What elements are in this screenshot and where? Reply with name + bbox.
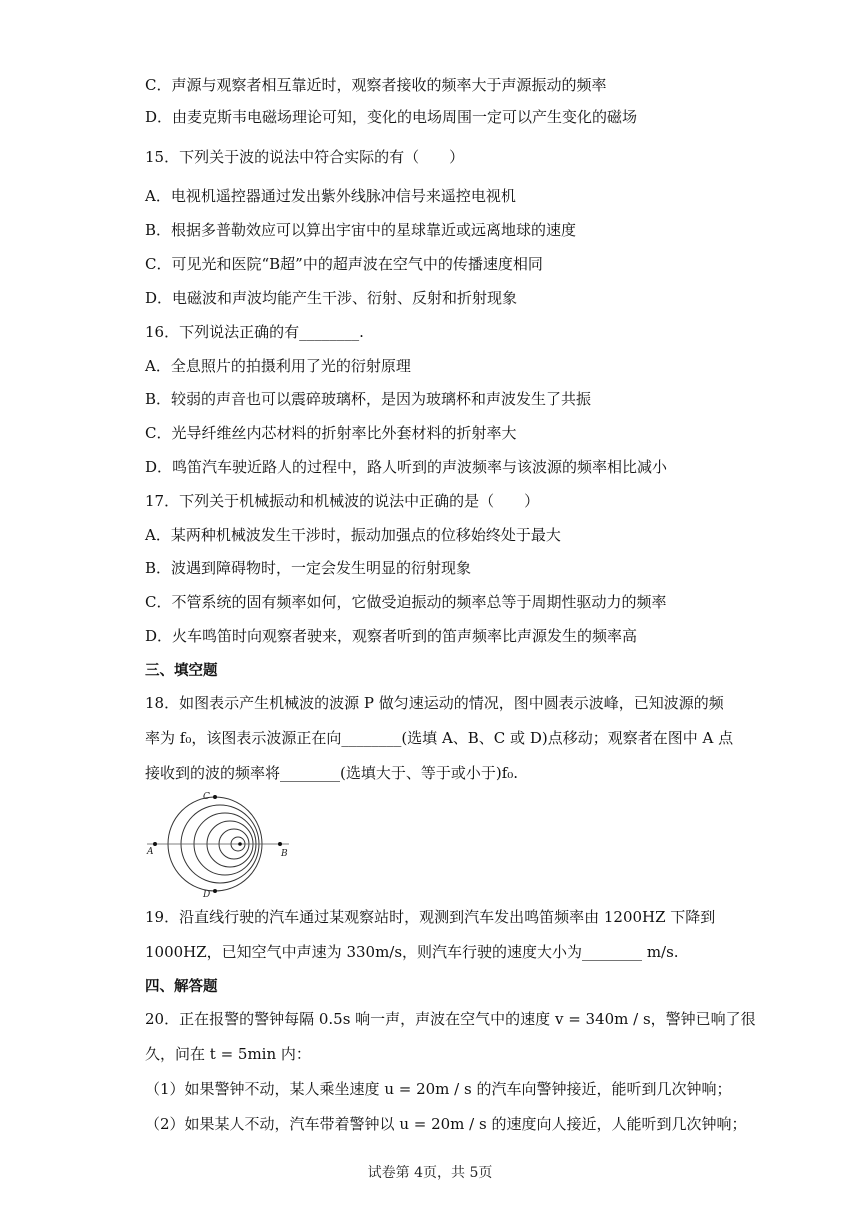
text-line: C．声源与观察者相互靠近时，观察者接收的频率大于声源振动的频率 — [145, 76, 607, 94]
text-line: B．波遇到障碍物时，一定会发生明显的衍射现象 — [145, 559, 472, 577]
label-a: A — [147, 847, 154, 857]
text-line: 17．下列关于机械振动和机械波的说法中正确的是（ ） — [145, 492, 540, 510]
point-c-dot — [213, 795, 217, 799]
text-line: D．鸣笛汽车驶近路人的过程中，路人听到的声波频率与该波源的频率相比减小 — [145, 458, 668, 476]
text-line: 1000HZ，已知空气中声速为 330m/s，则汽车行驶的速度大小为________ m/s. — [145, 943, 679, 961]
text-line: A．某两种机械波发生干涉时，振动加强点的位移始终处于最大 — [145, 526, 561, 544]
text-line: 久，问在 t = 5min 内： — [145, 1045, 311, 1063]
text-line: 接收到的波的频率将________(选填大于、等于或小于)f₀. — [145, 764, 519, 782]
text-line: B．较弱的声音也可以震碎玻璃杯，是因为玻璃杯和声波发生了共振 — [145, 390, 592, 408]
text-line: 16．下列说法正确的有________. — [145, 323, 364, 341]
text-line: A．电视机遥控器通过发出紫外线脉冲信号来遥控电视机 — [145, 187, 516, 205]
text-line: 19．沿直线行驶的汽车通过某观察站时，观测到汽车发出鸣笛频率由 1200HZ 下降到 — [145, 908, 716, 926]
section-heading: 三、填空题 — [145, 663, 218, 679]
text-line: 15．下列关于波的说法中符合实际的有（ ） — [145, 148, 465, 166]
text-line: C．不管系统的固有频率如何，它做受迫振动的频率总等于周期性驱动力的频率 — [145, 593, 667, 611]
text-line: C．可见光和医院“B超”中的超声波在空气中的传播速度相同 — [145, 255, 543, 273]
text-line: 20．正在报警的警钟每隔 0.5s 响一声，声波在空气中的速度 v = 340m / s，警钟已响了很 — [145, 1010, 756, 1028]
label-d: D — [203, 890, 211, 898]
wavefront-figure — [143, 790, 293, 898]
label-b: B — [281, 849, 288, 859]
text-line: 18．如图表示产生机械波的波源 P 做匀速运动的情况，图中圆表示波峰，已知波源的频 — [145, 694, 724, 712]
label-c: C — [203, 792, 210, 802]
point-b-dot — [278, 842, 282, 846]
text-line: 率为 f₀，该图表示波源正在向________(选填 A、B、C 或 D)点移动；观察者在图中 A 点 — [145, 729, 734, 747]
source-point-p — [238, 842, 242, 846]
text-line: B．根据多普勒效应可以算出宇宙中的星球靠近或远离地球的速度 — [145, 221, 577, 239]
text-line: D．由麦克斯韦电磁场理论可知，变化的电场周围一定可以产生变化的磁场 — [145, 108, 638, 126]
text-line: D．电磁波和声波均能产生干涉、衍射、反射和折射现象 — [145, 289, 518, 307]
text-line: A．全息照片的拍摄利用了光的衍射原理 — [145, 357, 411, 375]
text-line: （2）如果某人不动，汽车带着警钟以 u = 20m / s 的速度向人接近，人能听到几次钟响； — [145, 1115, 747, 1133]
point-a-dot — [153, 842, 157, 846]
text-line: D．火车鸣笛时向观察者驶来，观察者听到的笛声频率比声源发生的频率高 — [145, 627, 638, 645]
text-line: （1）如果警钟不动，某人乘坐速度 u = 20m / s 的汽车向警钟接近，能听到几次钟响； — [145, 1080, 732, 1098]
text-line: C．光导纤维丝内芯材料的折射率比外套材料的折射率大 — [145, 424, 517, 442]
point-d-dot — [213, 889, 217, 893]
page-footer: 试卷第 4页，共 5页 — [367, 1165, 493, 1181]
section-heading: 四、解答题 — [145, 979, 218, 995]
